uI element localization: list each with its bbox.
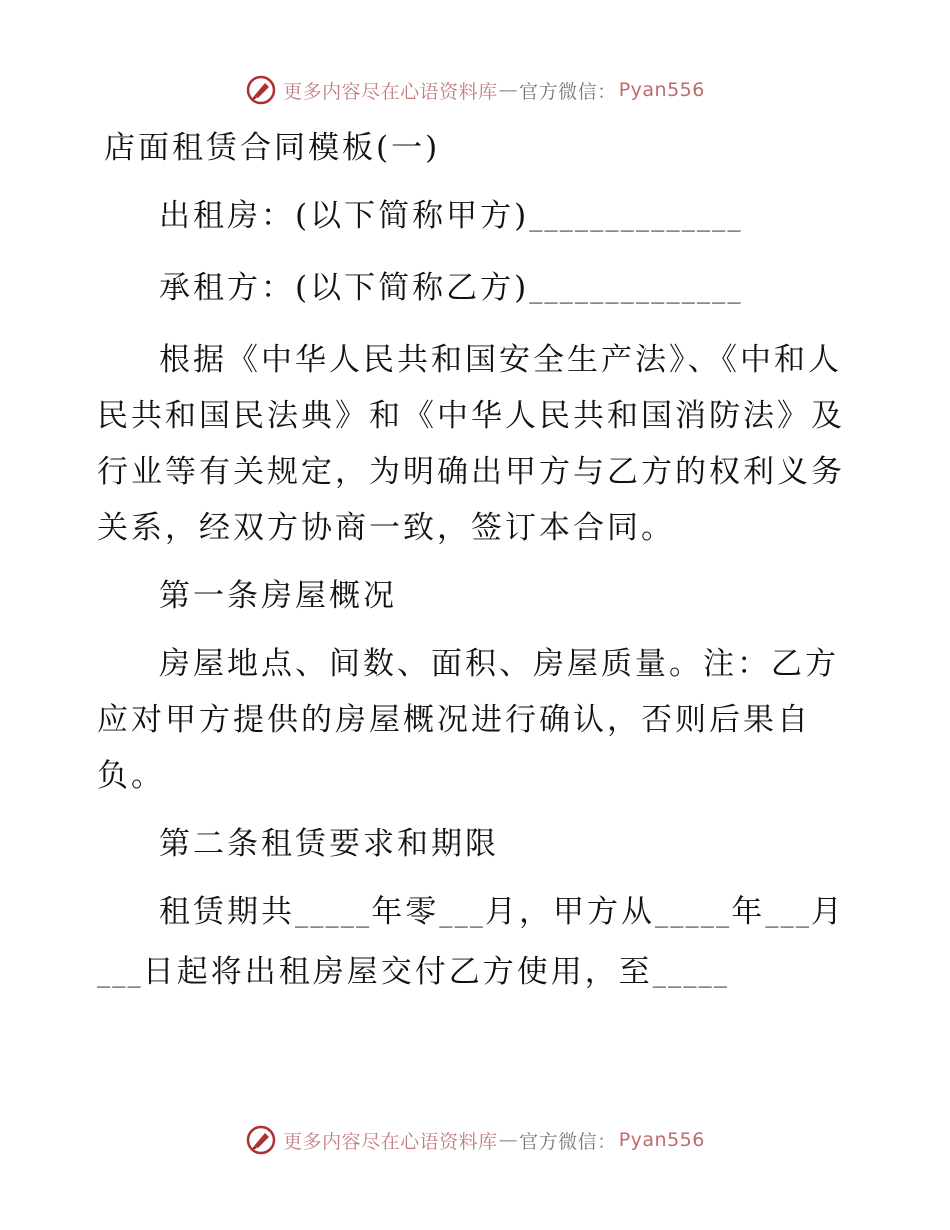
footer-watermark bbox=[0, 1120, 950, 1160]
watermark-label: 官方微信： bbox=[519, 80, 617, 103]
preamble-paragraph: 根据《中华人民共和国安全生产法》、《中和人民共和国民法典》和《中华人民共和国消防法》及行业等有关规定，为明确出甲方与乙方的权利义务关系，经双方协商一致，签订本合同。 bbox=[97, 342, 845, 546]
document-body bbox=[97, 188, 857, 1016]
article1-body: 房屋地点、间数、面积、房屋质量。注：乙方应对甲方提供的房屋概况进行确认，否则后果自负。 bbox=[97, 646, 839, 794]
watermark-separator: — bbox=[498, 79, 519, 101]
watermark-account: Pyan556 bbox=[618, 79, 705, 101]
header-watermark bbox=[0, 70, 950, 110]
document-title: 店面租赁合同模板(一) bbox=[104, 130, 441, 166]
watermark-label: 官方微信： bbox=[519, 1130, 617, 1153]
pen-logo-icon bbox=[245, 1124, 277, 1156]
watermark-separator: — bbox=[498, 1129, 519, 1151]
lessee-blank: ______________ bbox=[529, 279, 743, 304]
pen-logo-icon bbox=[245, 74, 277, 106]
article2-heading: 第二条租赁要求和期限 bbox=[159, 826, 499, 862]
lessee-line: 承租方：(以下简称乙方)______________ bbox=[159, 270, 743, 306]
watermark-account: Pyan556 bbox=[618, 1129, 705, 1151]
term-paragraph: 租赁期共_____年零___月，甲方从_____年___月___日起将出租房屋交付乙方使用，至_____ bbox=[97, 894, 845, 990]
article1-heading: 第一条房屋概况 bbox=[159, 578, 397, 614]
lessor-line: 出租房：(以下简称甲方)______________ bbox=[159, 198, 743, 234]
watermark-brand: 更多内容尽在心语资料库 bbox=[283, 80, 498, 103]
lessor-blank: ______________ bbox=[529, 207, 743, 232]
watermark-brand: 更多内容尽在心语资料库 bbox=[283, 1130, 498, 1153]
